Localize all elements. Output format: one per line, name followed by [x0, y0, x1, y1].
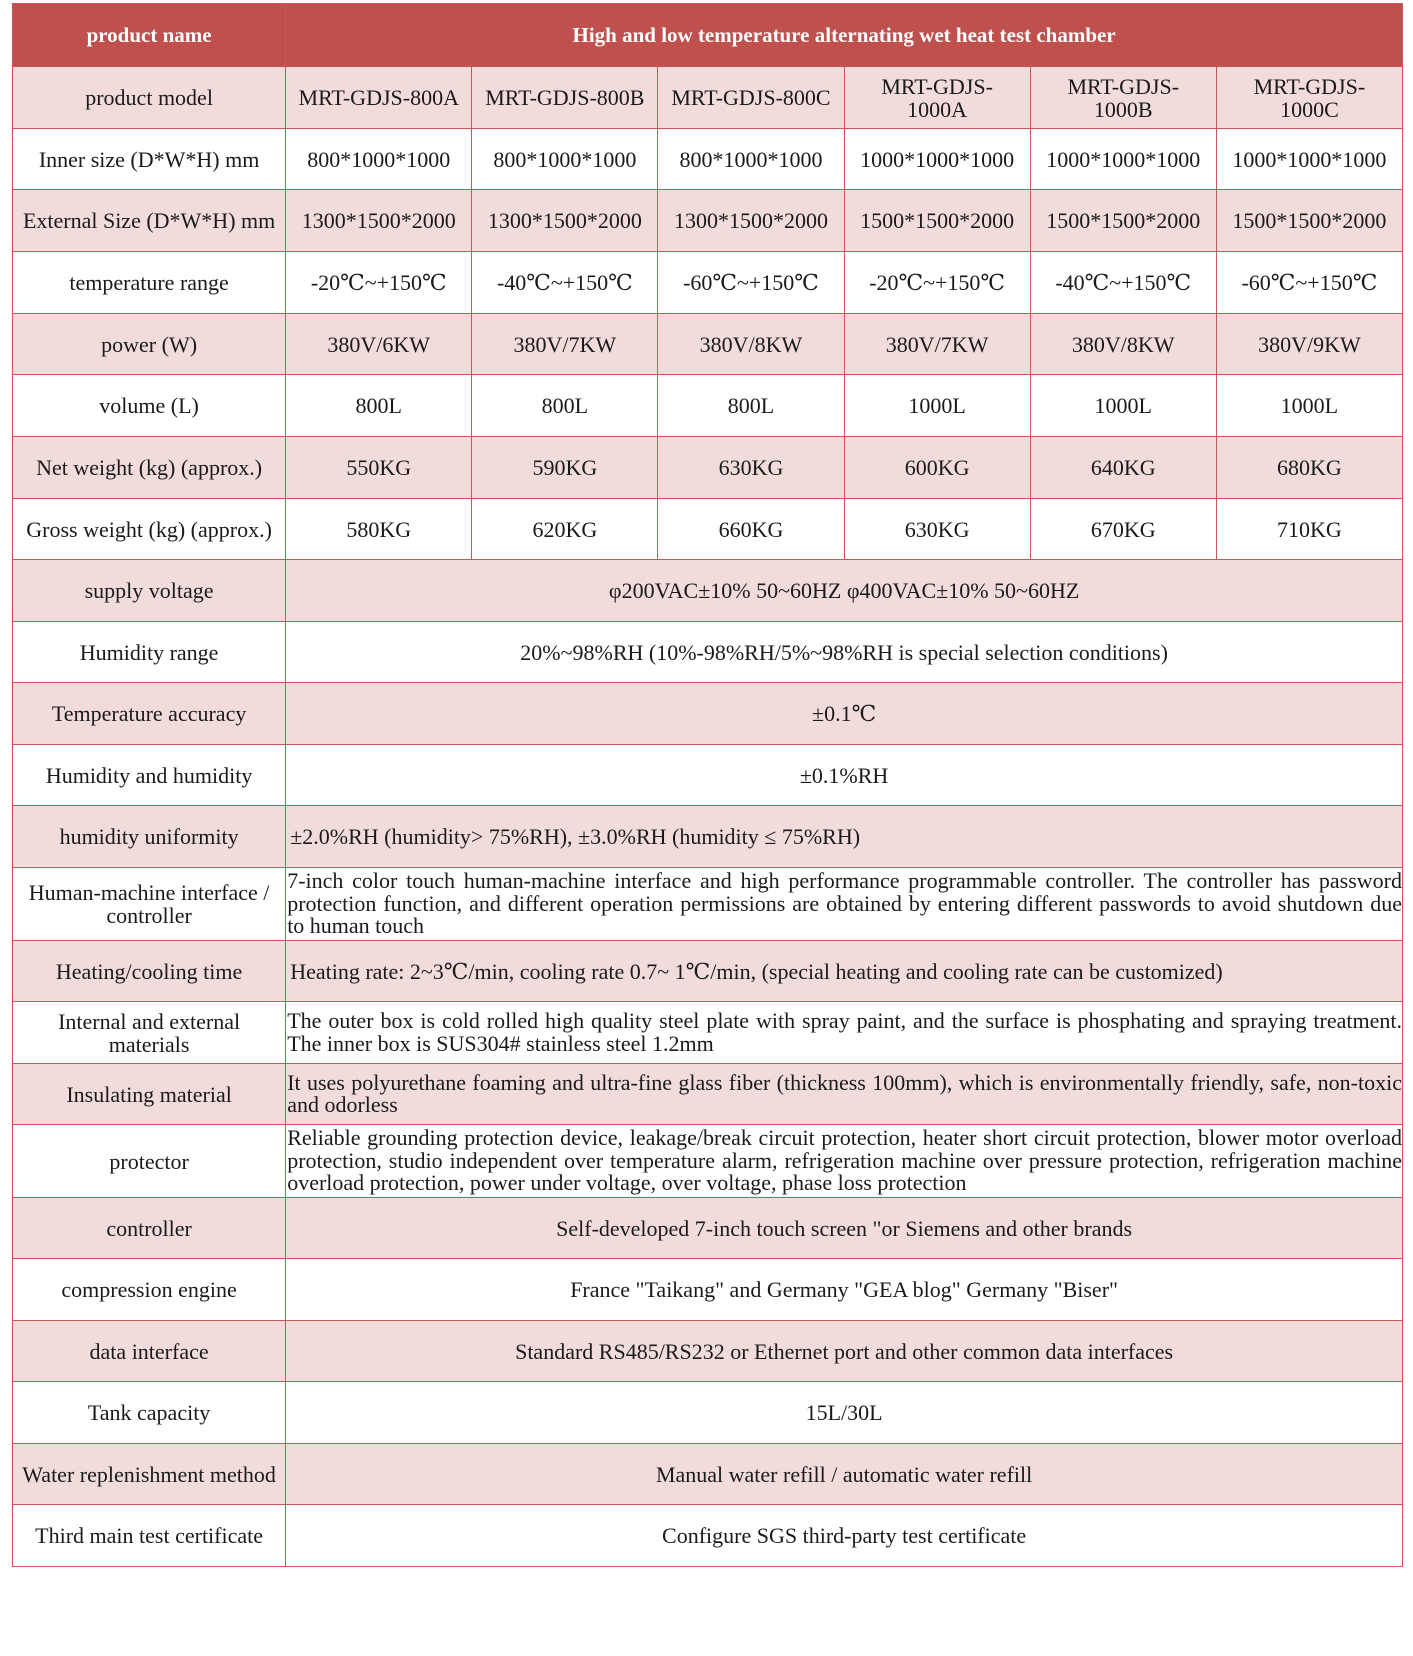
- value-cell: 1300*1500*2000: [658, 190, 844, 252]
- value-cell: 550KG: [286, 437, 472, 499]
- model-row: [13, 67, 1403, 129]
- value-cell: 800*1000*1000: [286, 129, 472, 190]
- spec-row: [13, 683, 1403, 745]
- value-cell: 1000L: [1216, 375, 1402, 437]
- value-cell: France "Taikang" and Germany "GEA blog" Germany "Biser": [286, 1259, 1403, 1321]
- value-cell: 670KG: [1030, 499, 1216, 560]
- spec-row: [13, 1505, 1403, 1567]
- row-label: Third main test certificate: [13, 1505, 286, 1567]
- spec-row: [13, 1125, 1403, 1198]
- value-cell: 580KG: [286, 499, 472, 560]
- spec-row: [13, 868, 1403, 941]
- value-cell: Manual water refill / automatic water refill: [286, 1444, 1403, 1505]
- row-label: compression engine: [13, 1259, 286, 1321]
- value-cell: 380V/8KW: [1030, 314, 1216, 375]
- row-label: Humidity and humidity: [13, 745, 286, 806]
- value-cell: 800*1000*1000: [658, 129, 844, 190]
- model-cell: MRT-GDJS-800B: [472, 67, 658, 129]
- value-cell: 800L: [286, 375, 472, 437]
- value-cell: Configure SGS third-party test certificate: [286, 1505, 1403, 1567]
- row-label: Humidity range: [13, 622, 286, 683]
- value-cell: φ200VAC±10% 50~60HZ φ400VAC±10% 50~60HZ: [286, 560, 1403, 622]
- value-cell: 800L: [472, 375, 658, 437]
- value-cell: 630KG: [658, 437, 844, 499]
- value-cell: 680KG: [1216, 437, 1402, 499]
- value-cell: 380V/7KW: [844, 314, 1030, 375]
- model-cell: MRT-GDJS-800A: [286, 67, 472, 129]
- value-cell: 590KG: [472, 437, 658, 499]
- value-cell: Standard RS485/RS232 or Ethernet port and other common data interfaces: [286, 1321, 1403, 1382]
- value-cell: 630KG: [844, 499, 1030, 560]
- value-cell: 7-inch color touch human-machine interface and high performance programmable controller. The controller has password protection function, and different operation permissions are obtained by entering different passwords to avoid shutdown due to human touch: [286, 868, 1403, 941]
- row-label: Tank capacity: [13, 1382, 286, 1444]
- row-label: data interface: [13, 1321, 286, 1382]
- row-label: volume (L): [13, 375, 286, 437]
- spec-row: [13, 375, 1403, 437]
- value-cell: 1500*1500*2000: [844, 190, 1030, 252]
- value-cell: 800L: [658, 375, 844, 437]
- row-label: External Size (D*W*H) mm: [13, 190, 286, 252]
- value-cell: 640KG: [1030, 437, 1216, 499]
- value-cell: 1000*1000*1000: [844, 129, 1030, 190]
- row-label: product model: [13, 67, 286, 129]
- spec-row: [13, 560, 1403, 622]
- row-label: Net weight (kg) (approx.): [13, 437, 286, 499]
- value-cell: ±2.0%RH (humidity> 75%RH), ±3.0%RH (humidity ≤ 75%RH): [286, 806, 1403, 868]
- spec-row: [13, 941, 1403, 1002]
- value-cell: Reliable grounding protection device, leakage/break circuit protection, heater short circuit protection, blower motor overload protection, studio independent over temperature alarm, refrigeration machine over pressure protection, refrigeration machine overload protection, power under voltage, over voltage, phase loss protection: [286, 1125, 1403, 1198]
- row-label: supply voltage: [13, 560, 286, 622]
- value-cell: The outer box is cold rolled high quality steel plate with spray paint, and the surface is phosphating and spraying treatment. The inner box is SUS304# stainless steel 1.2mm: [286, 1002, 1403, 1064]
- value-cell: 15L/30L: [286, 1382, 1403, 1444]
- value-cell: 1000*1000*1000: [1030, 129, 1216, 190]
- row-label: Insulating material: [13, 1064, 286, 1125]
- row-label: Gross weight (kg) (approx.): [13, 499, 286, 560]
- header-label: product name: [13, 4, 286, 67]
- row-label: Heating/cooling time: [13, 941, 286, 1002]
- value-cell: Heating rate: 2~3℃/min, cooling rate 0.7~ 1℃/min, (special heating and cooling rate can be customized): [286, 941, 1403, 1002]
- spec-row: [13, 1444, 1403, 1505]
- row-label: controller: [13, 1198, 286, 1259]
- row-label: Human-machine interface / controller: [13, 868, 286, 941]
- spec-row: [13, 314, 1403, 375]
- spec-row: [13, 745, 1403, 806]
- row-label: Internal and external materials: [13, 1002, 286, 1064]
- spec-table: [12, 3, 1403, 1567]
- value-cell: 1500*1500*2000: [1030, 190, 1216, 252]
- spec-row: [13, 1198, 1403, 1259]
- value-cell: 600KG: [844, 437, 1030, 499]
- spec-row: [13, 1259, 1403, 1321]
- row-label: protector: [13, 1125, 286, 1198]
- value-cell: It uses polyurethane foaming and ultra-fine glass fiber (thickness 100mm), which is environmentally friendly, safe, non-toxic and odorless: [286, 1064, 1403, 1125]
- row-label: Temperature accuracy: [13, 683, 286, 745]
- spec-row: [13, 190, 1403, 252]
- value-cell: -40℃~+150℃: [472, 252, 658, 314]
- header-title: High and low temperature alternating wet heat test chamber: [286, 4, 1403, 67]
- row-label: temperature range: [13, 252, 286, 314]
- value-cell: -40℃~+150℃: [1030, 252, 1216, 314]
- spec-row: [13, 622, 1403, 683]
- value-cell: 1000L: [844, 375, 1030, 437]
- spec-row: [13, 129, 1403, 190]
- value-cell: 380V/8KW: [658, 314, 844, 375]
- spec-row: [13, 1002, 1403, 1064]
- value-cell: -60℃~+150℃: [1216, 252, 1402, 314]
- value-cell: 1300*1500*2000: [472, 190, 658, 252]
- value-cell: 20%~98%RH (10%-98%RH/5%~98%RH is special selection conditions): [286, 622, 1403, 683]
- model-cell: MRT-GDJS-1000B: [1030, 67, 1216, 129]
- spec-row: [13, 1382, 1403, 1444]
- spec-row: [13, 499, 1403, 560]
- row-label: Water replenishment method: [13, 1444, 286, 1505]
- value-cell: -20℃~+150℃: [286, 252, 472, 314]
- value-cell: -20℃~+150℃: [844, 252, 1030, 314]
- value-cell: ±0.1℃: [286, 683, 1403, 745]
- value-cell: 380V/7KW: [472, 314, 658, 375]
- spec-row: [13, 437, 1403, 499]
- model-cell: MRT-GDJS-1000A: [844, 67, 1030, 129]
- spec-row: [13, 1321, 1403, 1382]
- value-cell: 380V/6KW: [286, 314, 472, 375]
- spec-row: [13, 1064, 1403, 1125]
- value-cell: Self-developed 7-inch touch screen "or Siemens and other brands: [286, 1198, 1403, 1259]
- value-cell: 380V/9KW: [1216, 314, 1402, 375]
- spec-row: [13, 806, 1403, 868]
- value-cell: -60℃~+150℃: [658, 252, 844, 314]
- value-cell: 660KG: [658, 499, 844, 560]
- row-label: humidity uniformity: [13, 806, 286, 868]
- value-cell: 710KG: [1216, 499, 1402, 560]
- value-cell: 1000*1000*1000: [1216, 129, 1402, 190]
- value-cell: 1300*1500*2000: [286, 190, 472, 252]
- header-row: [13, 4, 1403, 67]
- value-cell: 1000L: [1030, 375, 1216, 437]
- row-label: Inner size (D*W*H) mm: [13, 129, 286, 190]
- model-cell: MRT-GDJS-1000C: [1216, 67, 1402, 129]
- value-cell: 800*1000*1000: [472, 129, 658, 190]
- spec-row: [13, 252, 1403, 314]
- value-cell: 620KG: [472, 499, 658, 560]
- model-cell: MRT-GDJS-800C: [658, 67, 844, 129]
- value-cell: 1500*1500*2000: [1216, 190, 1402, 252]
- row-label: power (W): [13, 314, 286, 375]
- value-cell: ±0.1%RH: [286, 745, 1403, 806]
